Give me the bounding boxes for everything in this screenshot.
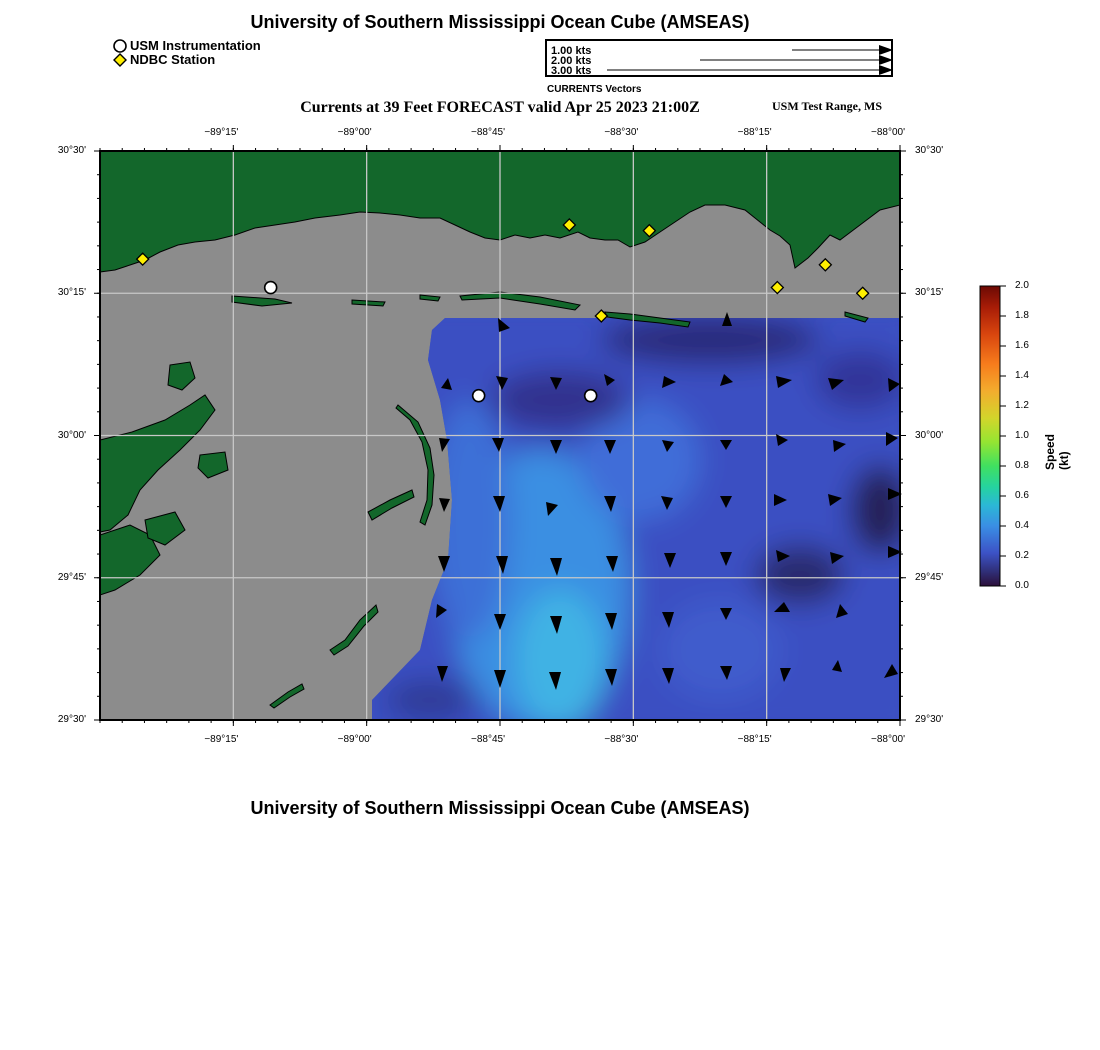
tick-label-top: −89°00' [337,127,372,138]
tick-label-bottom: −88°00' [871,734,905,745]
tick-label-left: 30°15' [57,287,86,299]
legend-label-ndbc: NDBC Station [130,52,216,67]
usm-site-marker [473,390,485,402]
tick-label-top: −89°15' [204,127,239,138]
colorbar-tick-label: 1.8 [1015,310,1029,321]
colorbar-tick-label: 1.2 [1015,400,1029,411]
tick-label-right: 30°00' [915,429,944,441]
tick-label-top: −88°45' [471,127,505,138]
footer-title: University of Southern Mississippi Ocean Cube (AMSEAS) [250,798,750,818]
tick-label-bottom: −88°15' [737,734,772,745]
colorbar-tick-label: 0.4 [1015,520,1029,531]
colorbar-tick-label: 0.0 [1015,580,1029,591]
vector-key-row-3: 3.00 kts [551,65,592,77]
vector-key-row-2: 2.00 kts [551,55,592,67]
tick-label-bottom: −88°30' [604,734,639,745]
tick-label-bottom: −89°00' [337,734,372,745]
colorbar-tick-label: 1.0 [1015,430,1029,441]
tick-label-top: −88°00' [871,127,905,138]
tick-label-bottom: −89°15' [204,734,239,745]
vector-key-row-1: 1.00 kts [551,45,592,57]
colorbar-gradient [980,286,1000,586]
chart-title: University of Southern Mississippi Ocean Cube (AMSEAS) [250,12,750,32]
colorbar-title: Speed (kt) [1043,433,1071,470]
usm-site-marker [265,282,277,294]
colorbar [975,280,1015,592]
vector-key-title: CURRENTS Vectors [547,84,642,95]
colorbar-tick-label: 1.4 [1015,370,1029,381]
tick-label-left: 30°00' [57,429,86,441]
tick-label-left: 29°45' [57,571,86,583]
tick-label-bottom: −88°45' [471,734,505,745]
tick-label-right: 30°30' [915,145,944,156]
tick-label-left: 29°30' [57,714,86,725]
colorbar-tick-label: 2.0 [1015,280,1029,291]
range-name: USM Test Range, MS [772,99,883,113]
tick-label-top: −88°15' [737,127,772,138]
colorbar-tick-label: 0.6 [1015,490,1029,501]
colorbar-tick-label: 1.6 [1015,340,1029,351]
tick-label-top: −88°30' [604,127,639,138]
tick-label-left: 30°30' [57,145,86,156]
colorbar-tick-label: 0.8 [1015,460,1029,471]
tick-label-right: 29°45' [915,571,944,583]
tick-label-right: 29°30' [915,714,944,725]
map-subtitle: Currents at 39 Feet FORECAST valid Apr 25 2023 21:00Z [300,99,700,116]
legend-label-usm: USM Instrumentation [130,38,261,53]
colorbar-tick-label: 0.2 [1015,550,1029,561]
tick-label-right: 30°15' [915,287,944,299]
colorbar-ticks [1000,286,1006,586]
usm-site-marker [585,390,597,402]
